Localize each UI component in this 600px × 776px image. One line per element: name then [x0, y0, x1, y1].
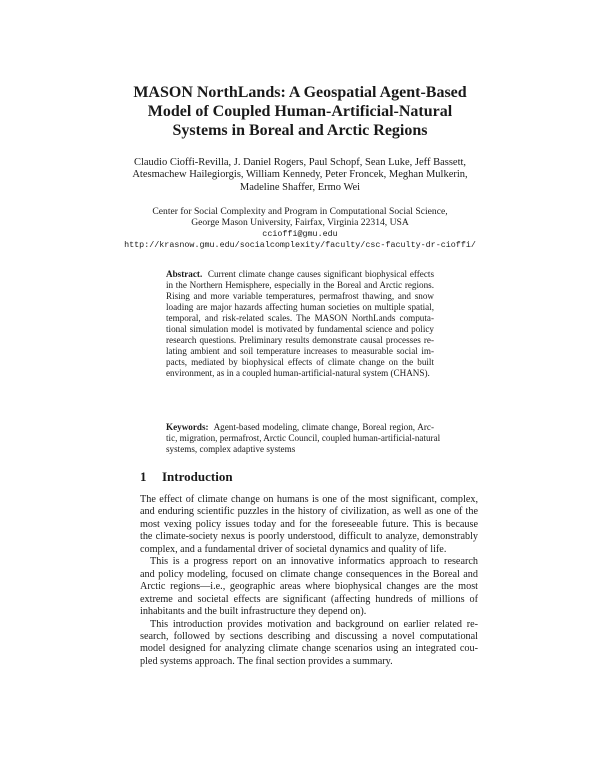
abstract-label: Abstract. — [166, 269, 203, 279]
keywords-line: systems, complex adaptive systems — [166, 444, 296, 455]
author-line: Atesmachew Hailegiorgis, William Kennedy, Peter Froncek, Meghan Mulkerin, — [132, 169, 468, 181]
author-url[interactable]: http://krasnow.gmu.edu/socialcomplexity/faculty/csc-faculty-dr-cioffi/ — [124, 239, 476, 250]
title-line: MASON NorthLands: A Geospatial Agent-Based — [133, 84, 467, 101]
keywords-label: Keywords: — [166, 422, 209, 432]
section-title: Introduction — [162, 469, 233, 484]
keywords-first-line: Agent-based modeling, climate change, Boreal region, Arc- — [213, 422, 434, 432]
author-list — [110, 157, 490, 194]
author-line: Madeline Shaffer, Ermo Wei — [239, 181, 361, 193]
abstract-line: Rising and more variable temperatures, permafrost thawing, and snow — [166, 291, 434, 302]
paper-title — [100, 83, 500, 140]
abstract-line: temporal, and risk-related scales. The MASON NorthLands computa- — [166, 313, 434, 324]
affiliation — [100, 206, 500, 251]
body-line: Arctic regions—i.e., geographic areas where biophysical changes are the most — [140, 581, 478, 593]
keywords-line — [166, 422, 434, 433]
abstract — [166, 269, 434, 379]
body-line: inhabitants and the built infrastructure they depend on). — [140, 606, 367, 618]
body-line: model designed for analyzing climate change scenarios using an integrated cou- — [140, 643, 478, 655]
paragraph — [140, 556, 478, 618]
body-line: This is a progress report on an innovative informatics approach to research — [150, 556, 478, 568]
body-line: complex, and a fundamental driver of societal dynamics and quality of life. — [140, 543, 447, 555]
abstract-first-line: Current climate change causes significant biophysical effects — [207, 269, 434, 279]
body-line: search, followed by sections describing and discussing a novel computational — [140, 630, 478, 642]
body-line: pled systems approach. The final section provides a summary. — [140, 655, 393, 667]
abstract-line: loading are major hazards affecting human societies on multiple spatial, — [166, 302, 434, 313]
abstract-line — [166, 269, 434, 280]
title-line: Systems in Boreal and Arctic Regions — [172, 122, 428, 139]
abstract-line: lating ambient and soil temperature increases to measurable social im- — [166, 346, 434, 357]
affiliation-line: Center for Social Complexity and Program in Computational Social Science, — [152, 206, 448, 217]
abstract-line: environment, as in a coupled human-artificial-natural system (CHANS). — [166, 368, 430, 379]
body-line: This introduction provides motivation and background on earlier related re- — [150, 618, 478, 630]
title-line: Model of Coupled Human-Artificial-Natural — [147, 103, 453, 120]
body-line: the climate-society nexus is poorly understood, difficult to analyze, demonstrably — [140, 531, 478, 543]
abstract-line: tional simulation model is motivated by fundamental science and policy — [166, 324, 434, 335]
abstract-line: pacts, mediated by biophysical effects of climate change on the built — [166, 357, 434, 368]
abstract-line: in the Northern Hemisphere, especially in the Boreal and Arctic regions. — [166, 280, 434, 291]
author-line: Claudio Cioffi-Revilla, J. Daniel Rogers, Paul Schopf, Sean Luke, Jeff Bassett, — [133, 157, 467, 168]
body-line: and policy modeling, focused on climate change consequences in the Boreal and — [140, 568, 478, 580]
body-line: most vexing policy issues today and for the foreseeable future. This is because — [140, 518, 478, 530]
keywords — [166, 422, 441, 455]
body-line: extreme and societal effects are significant (affecting hundreds of millions of — [140, 593, 478, 605]
section-number: 1 — [140, 469, 147, 484]
affiliation-line: George Mason University, Fairfax, Virginia 22314, USA — [191, 217, 409, 229]
body-line: and enduring scientific puzzles in the history of civilization, as well as one of the — [140, 506, 478, 518]
paragraph — [140, 494, 478, 556]
section-heading — [140, 469, 460, 485]
author-email[interactable]: ccioffi@gmu.edu — [262, 228, 338, 239]
abstract-line: research questions. Preliminary results demonstrate causal processes re- — [166, 335, 434, 346]
keywords-line: tic, migration, permafrost, Arctic Council, coupled human-artificial-natural — [166, 433, 441, 444]
body-line: The effect of climate change on humans is one of the most significant, complex, — [140, 494, 478, 505]
paragraph — [140, 619, 478, 669]
section-body — [140, 494, 478, 668]
